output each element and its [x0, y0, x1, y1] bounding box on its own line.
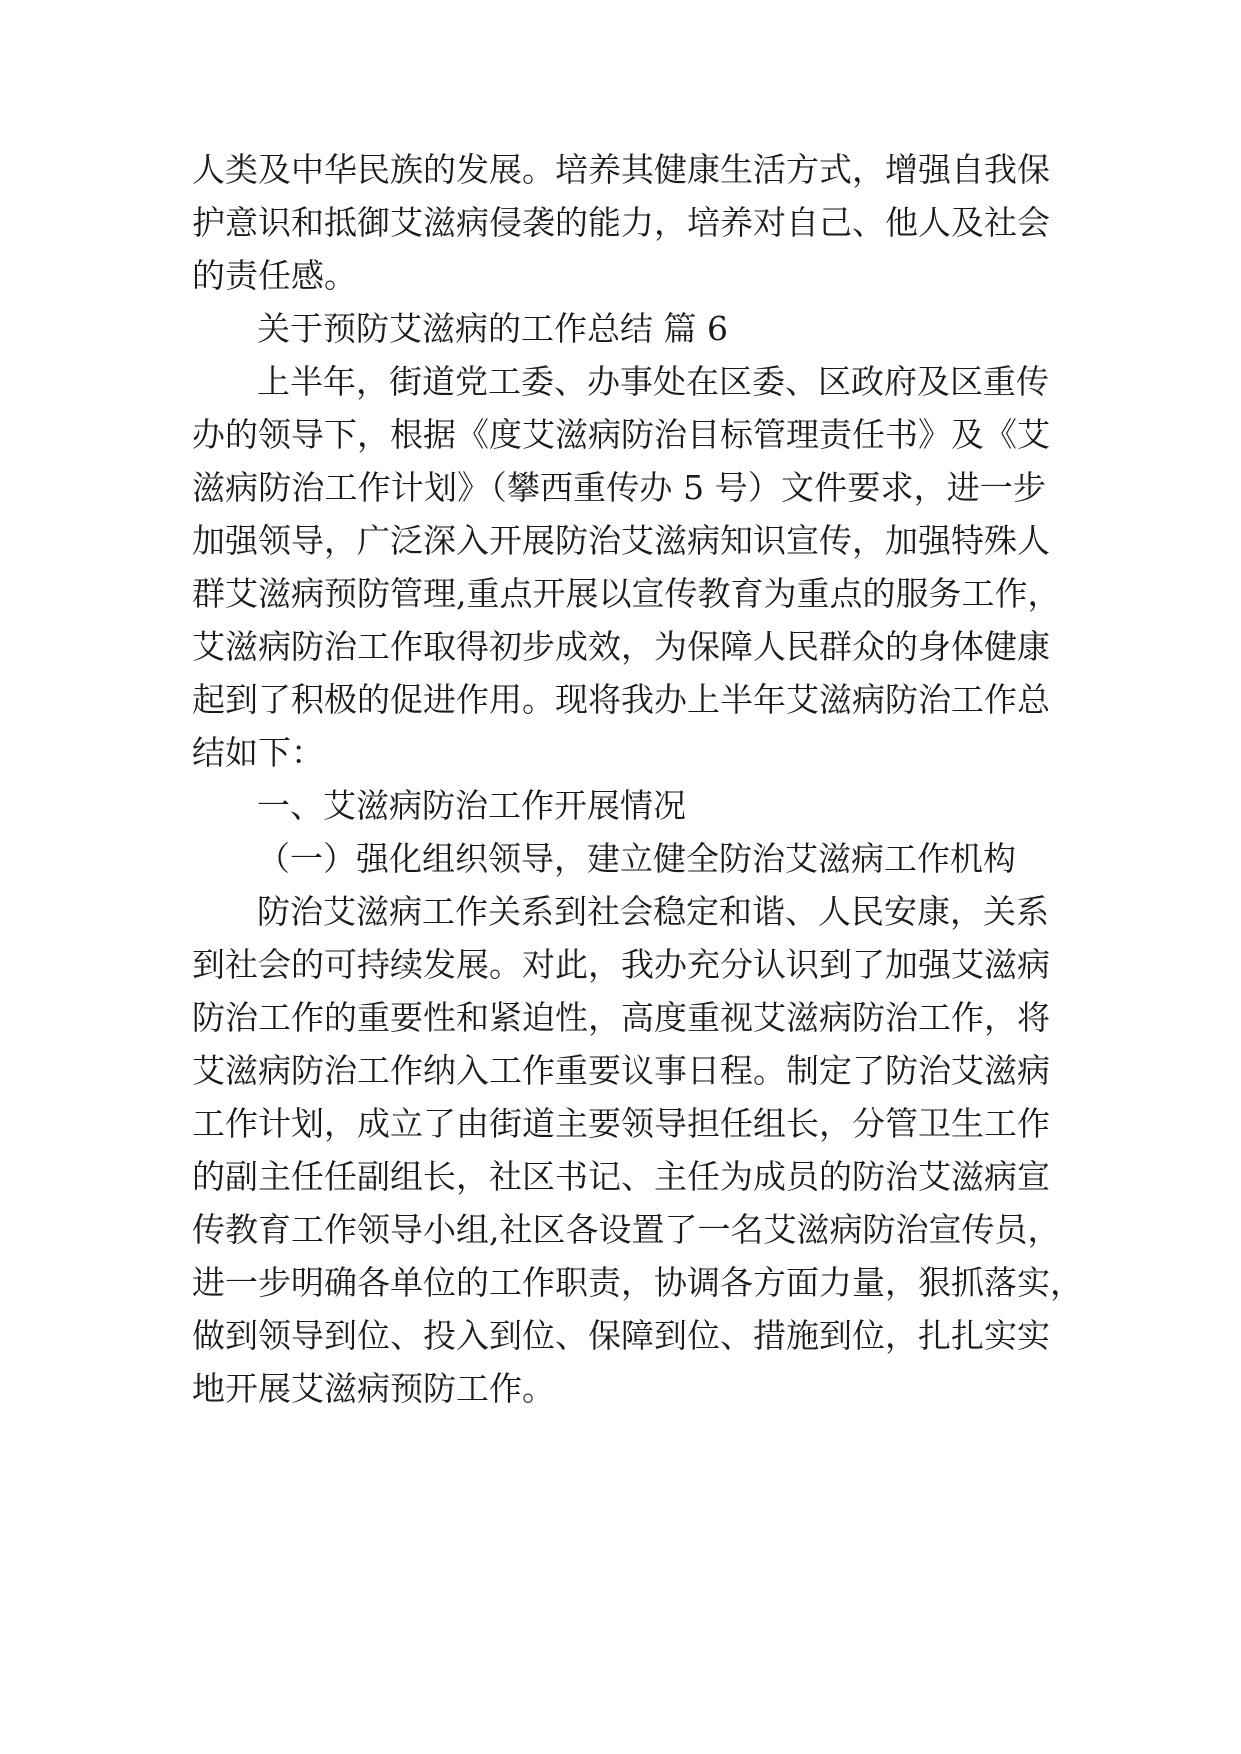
section-title: 关于预防艾滋病的工作总结 篇 6 — [257, 309, 728, 348]
heading-level-1: 一、艾滋病防治工作开展情况 — [257, 786, 686, 825]
text-line: 结如下： — [192, 733, 324, 772]
text-line: 艾滋病防治工作纳入工作重要议事日程。制定了防治艾滋病 — [192, 1051, 1050, 1090]
text-line: 地开展艾滋病预防工作。 — [192, 1369, 555, 1408]
text-line: 加强领导，广泛深入开展防治艾滋病知识宣传，加强特殊人 — [192, 521, 1050, 560]
text-line: 防治艾滋病工作关系到社会稳定和谐、人民安康，关系 — [257, 892, 1049, 931]
text-line: 人类及中华民族的发展。培养其健康生活方式，增强自我保 — [192, 150, 1050, 189]
text-line: 进一步明确各单位的工作职责，协调各方面力量，狠抓落实， — [192, 1263, 1083, 1302]
text-line: 传教育工作领导小组,社区各设置了一名艾滋病防治宣传员， — [192, 1210, 1061, 1249]
text-line: 上半年，街道党工委、办事处在区委、区政府及区重传 — [257, 362, 1049, 401]
text-line: 艾滋病防治工作取得初步成效，为保障人民群众的身体健康 — [192, 627, 1050, 666]
heading-level-2: （一）强化组织领导，建立健全防治艾滋病工作机构 — [257, 839, 1016, 878]
text-line: 到社会的可持续发展。对此，我办充分认识到了加强艾滋病 — [192, 945, 1050, 984]
text-line: 工作计划，成立了由街道主要领导担任组长，分管卫生工作 — [192, 1104, 1050, 1143]
text-line: 起到了积极的促进作用。现将我办上半年艾滋病防治工作总 — [192, 680, 1050, 719]
text-line: 滋病防治工作计划》（攀西重传办 5 号）文件要求，进一步 — [192, 468, 1046, 507]
text-line: 做到领导到位、投入到位、保障到位、措施到位，扎扎实实 — [192, 1316, 1050, 1355]
text-line: 的责任感。 — [192, 256, 357, 295]
text-line: 的副主任任副组长，社区书记、主任为成员的防治艾滋病宣 — [192, 1157, 1050, 1196]
text-line: 护意识和抵御艾滋病侵袭的能力，培养对自己、他人及社会 — [192, 203, 1050, 242]
text-line: 群艾滋病预防管理,重点开展以宣传教育为重点的服务工作， — [192, 574, 1061, 613]
text-line: 办的领导下，根据《度艾滋病防治目标管理责任书》及《艾 — [192, 415, 1050, 454]
text-line: 防治工作的重要性和紧迫性，高度重视艾滋病防治工作，将 — [192, 998, 1050, 1037]
